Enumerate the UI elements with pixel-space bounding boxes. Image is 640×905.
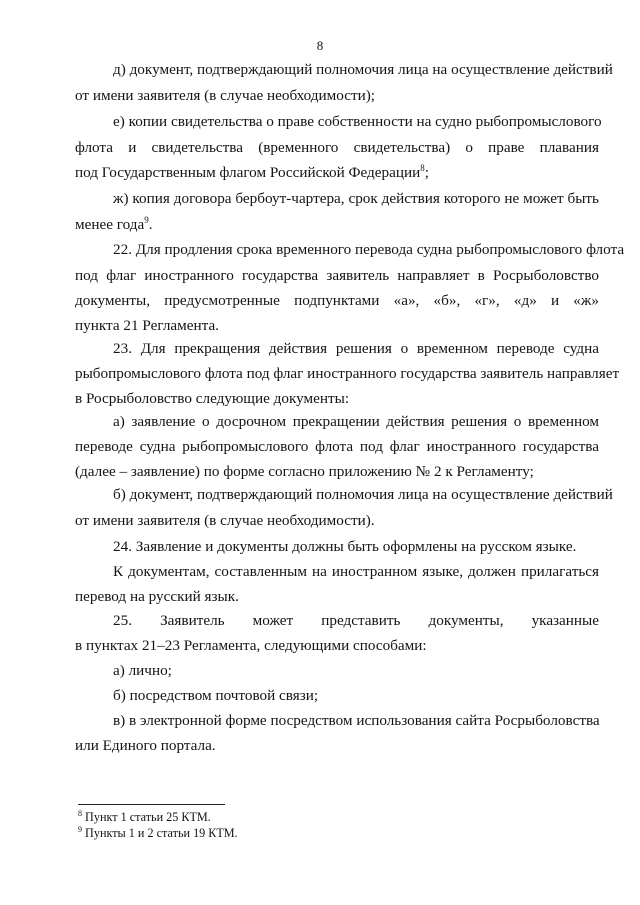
text-line: флота и свидетельства (временного свидетельства) о праве плавания [75, 139, 599, 156]
footnote-ref: 9 [144, 215, 149, 225]
footnote-separator [78, 804, 225, 805]
text-line: 25. Заявитель может представить документы, указанные [113, 612, 599, 629]
text-line: в) в электронной форме посредством использования сайта Росрыболовства [113, 712, 600, 729]
text-line: 24. Заявление и документы должны быть оформлены на русском языке. [113, 538, 577, 555]
footnote-text: Пункты 1 и 2 статьи 19 КТМ. [85, 826, 238, 840]
text-line: от имени заявителя (в случае необходимости). [75, 512, 375, 529]
text-line: (далее – заявление) по форме согласно приложению № 2 к Регламенту; [75, 463, 534, 480]
text-fragment: . [148, 216, 153, 233]
text-line: ж) копия договора бербоут-чартера, срок действия которого не может быть [113, 190, 599, 207]
text-line: е) копии свидетельства о праве собственности на судно рыбопромыслового [113, 113, 602, 130]
text-line: б) посредством почтовой связи; [113, 687, 319, 704]
footnote-mark: 8 [78, 809, 82, 818]
text-line: а) заявление о досрочном прекращении действия решения о временном [113, 413, 599, 430]
footnote [78, 826, 238, 841]
text-line: или Единого портала. [75, 737, 216, 754]
text-fragment: под Государственным флагом Российской Федерации [75, 164, 421, 181]
text-line: д) документ, подтверждающий полномочия лица на осуществление действий [113, 61, 613, 78]
footnote-mark: 9 [78, 825, 82, 834]
text-line [75, 215, 599, 235]
text-line: документы, предусмотренные подпунктами «а», «б», «г», «д» и «ж» [75, 292, 599, 309]
text-line: в Росрыболовство следующие документы: [75, 390, 350, 407]
text-line: в пунктах 21–23 Регламента, следующими способами: [75, 637, 427, 654]
text-line: а) лично; [113, 662, 172, 679]
footnote [78, 810, 211, 825]
text-line [75, 163, 599, 183]
text-line: рыбопромыслового флота под флаг иностранного государства заявитель направляет [75, 365, 620, 382]
text-line: переводе судна рыбопромыслового флота под флаг иностранного государства [75, 438, 599, 455]
text-line: пункта 21 Регламента. [75, 317, 219, 334]
text-fragment: менее года [75, 216, 145, 233]
text-line: К документам, составленным на иностранном языке, должен прилагаться [113, 563, 599, 580]
text-line: 23. Для прекращения действия решения о временном переводе судна [113, 340, 599, 357]
footnote-text: Пункт 1 статьи 25 КТМ. [85, 810, 211, 824]
text-line: от имени заявителя (в случае необходимости); [75, 87, 375, 104]
text-fragment: ; [424, 164, 429, 181]
page-number: 8 [316, 38, 324, 53]
footnote-ref: 8 [420, 163, 425, 173]
text-line: под флаг иностранного государства заявитель направляет в Росрыболовство [75, 267, 599, 284]
text-line: перевод на русский язык. [75, 588, 239, 605]
text-line: б) документ, подтверждающий полномочия лица на осуществление действий [113, 486, 613, 503]
text-line: 22. Для продления срока временного перевода судна рыбопромыслового флота [113, 241, 625, 258]
